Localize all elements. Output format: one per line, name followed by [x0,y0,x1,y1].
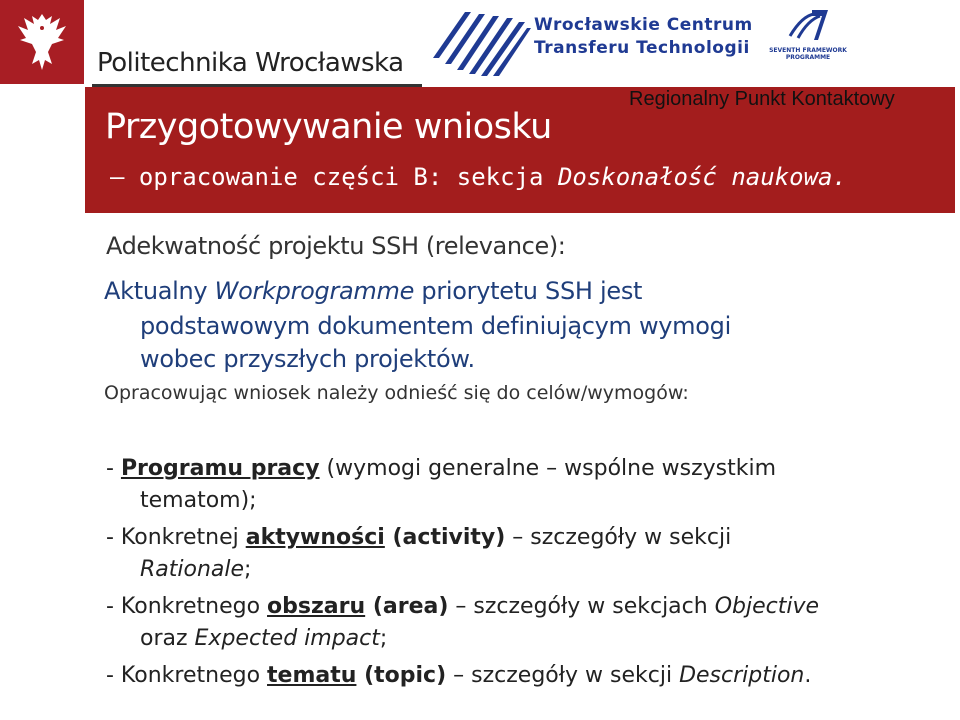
partner-name-line1: Wrocławskie Centrum [534,15,753,35]
fp7-caption: SEVENTH FRAMEWORK PROGRAMME [769,47,847,61]
list-item-program: - Programu pracy (wymogi generalne – wspólne wszystkim [106,456,777,481]
list-item-area-cont: oraz Expected impact; [140,626,388,651]
list-item-area: - Konkretnego obszaru (area) – szczegóły w sekcjach Objective [106,594,820,619]
partner-name-line2: Transferu Technologii [534,38,750,58]
university-name: Politechnika Wrocławska [97,48,404,78]
slide-subtitle [110,163,847,191]
subtitle-italic: Doskonałość naukowa. [557,163,847,191]
workprogramme-line-2: podstawowym dokumentem definiującym wymogi [140,312,731,340]
eagle-icon [12,8,72,74]
list-item-program-cont: tematom); [140,488,257,513]
list-item-topic: - Konkretnego tematu (topic) – szczegóły w sekcji Description. [106,663,812,688]
relevance-heading: Adekwatność projektu SSH (relevance): [106,232,566,260]
eagle-shield-logo [0,0,84,84]
list-item-activity: - Konkretnej aktywności (activity) – szczegóły w sekcji [106,525,732,550]
wctt-stripes-logo [425,8,535,80]
workprogramme-line-3: wobec przyszłych projektów. [140,345,475,373]
contact-point-label: Regionalny Punkt Kontaktowy [629,88,895,110]
header [0,0,960,85]
workprogramme-line-1: Aktualny Workprogramme priorytetu SSH jest [104,277,643,305]
fp7-logo [784,6,834,46]
list-item-activity-cont: Rationale; [140,557,252,582]
band-left-blank [0,87,85,213]
subtitle-prefix: – opracowanie części B: sekcja [110,163,558,191]
instruction-text: Opracowując wniosek należy odnieść się do celów/wymogów: [104,382,689,404]
slide-title: Przygotowywanie wniosku [105,107,552,147]
